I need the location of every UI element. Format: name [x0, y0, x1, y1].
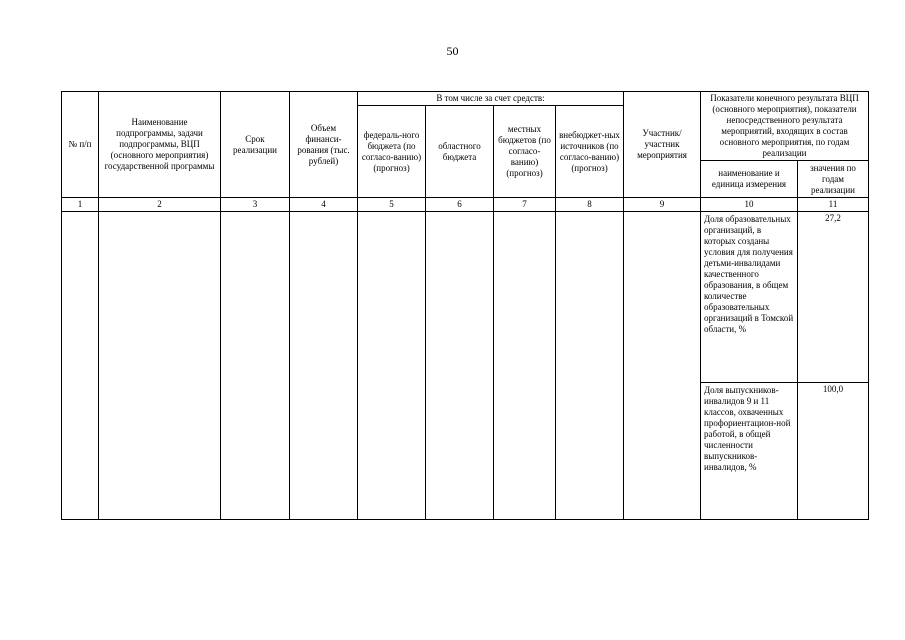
header-sources-group: В том числе за счет средств: — [358, 92, 624, 106]
header-indicators-group: Показатели конечного результата ВЦП (основного мероприятия), показатели непосредственного результата мероприятий, входящих в состав основного мероприятия, по годам реализации — [701, 92, 869, 161]
header-indicator-values: значения по годам реализации — [798, 161, 869, 198]
column-number: 4 — [290, 198, 358, 212]
column-numbers-row — [62, 198, 869, 212]
table-row — [62, 212, 869, 383]
cell-number — [62, 212, 99, 520]
cell-local-budgets — [494, 212, 556, 520]
cell-participant — [624, 212, 701, 520]
cell-extrabudgetary — [556, 212, 624, 520]
column-number: 8 — [556, 198, 624, 212]
column-number: 3 — [221, 198, 290, 212]
column-number: 1 — [62, 198, 99, 212]
header-federal-budget: федераль-ного бюджета (по согласо-ванию) (прогноз) — [358, 106, 426, 198]
indicator-value: 100,0 — [798, 383, 869, 520]
column-number: 7 — [494, 198, 556, 212]
column-number: 6 — [426, 198, 494, 212]
column-number: 11 — [798, 198, 869, 212]
header-number: № п/п — [62, 92, 99, 198]
cell-subprogram-name — [99, 212, 221, 520]
cell-regional-budget — [426, 212, 494, 520]
cell-federal-budget — [358, 212, 426, 520]
header-subprogram-name: Наименование подпрограммы, задачи подпрограммы, ВЦП (основного мероприятия) государственной программы — [99, 92, 221, 198]
header-period: Срок реализации — [221, 92, 290, 198]
column-number: 5 — [358, 198, 426, 212]
header-financing-volume: Объем финанси-рования (тыс. рублей) — [290, 92, 358, 198]
header-local-budgets: местных бюджетов (по согласо-ванию) (прогноз) — [494, 106, 556, 198]
header-indicator-name: наименование и единица измерения — [701, 161, 798, 198]
indicator-name: Доля образовательных организаций, в которых созданы условия для получения детьми-инвалидами качественного образования, в общем количестве образовательных организаций в Томской области, % — [701, 212, 798, 383]
column-number: 10 — [701, 198, 798, 212]
indicator-value: 27,2 — [798, 212, 869, 383]
header-regional-budget: областного бюджета — [426, 106, 494, 198]
header-participant: Участник/ участник мероприятия — [624, 92, 701, 198]
program-table — [61, 91, 869, 520]
page-number: 50 — [446, 44, 459, 58]
column-number: 2 — [99, 198, 221, 212]
cell-financing-volume — [290, 212, 358, 520]
header-extrabudgetary: внебюджет-ных источников (по согласо-ванию) (прогноз) — [556, 106, 624, 198]
indicator-name: Доля выпускников-инвалидов 9 и 11 классов, охваченных профориентацион-ной работой, в общей численности выпускников-инвалидов, % — [701, 383, 798, 520]
cell-period — [221, 212, 290, 520]
column-number: 9 — [624, 198, 701, 212]
